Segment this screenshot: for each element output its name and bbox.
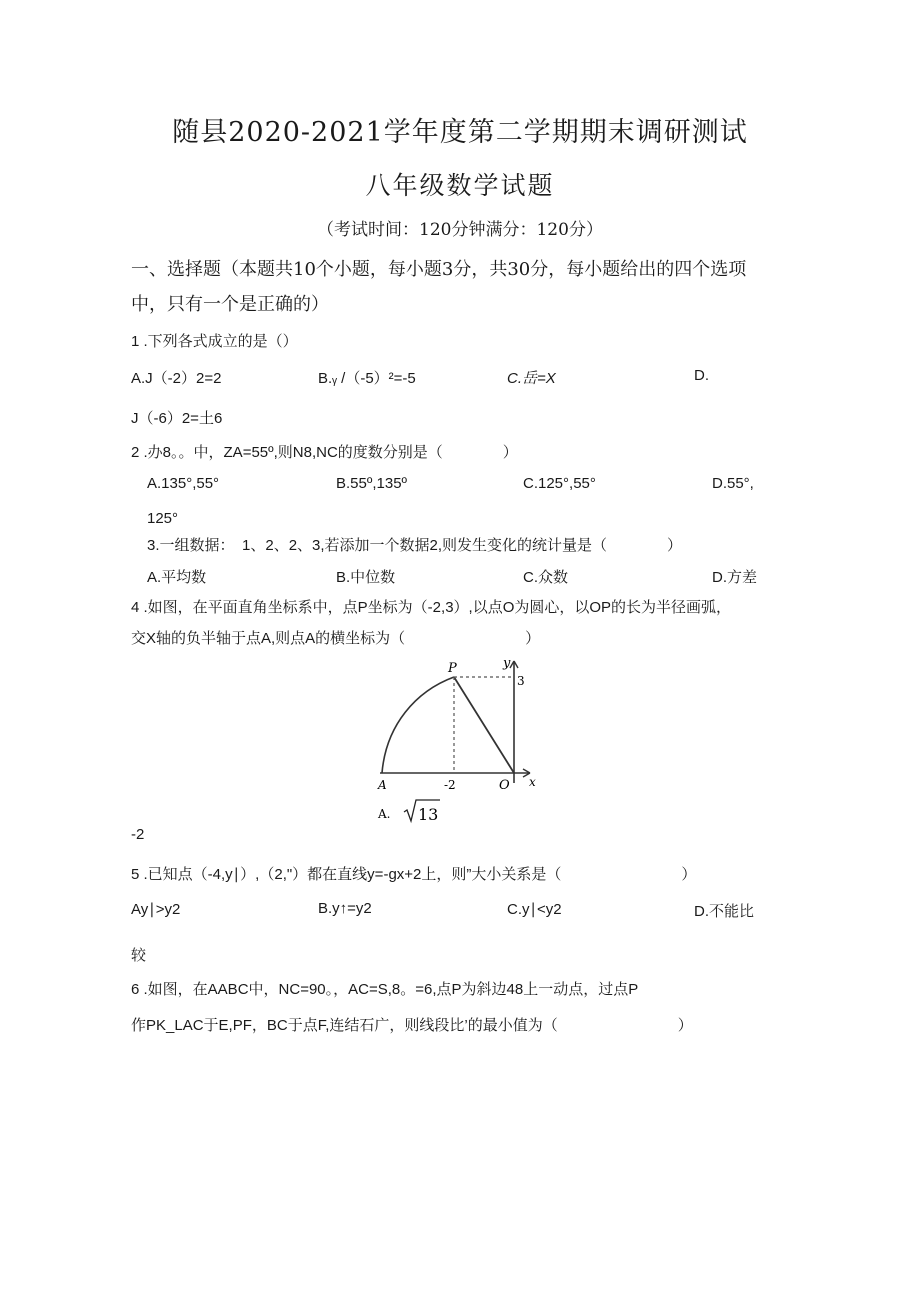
label-a: A [378,778,387,792]
question-2-stem: 2 .办8。。中，ZA=55º,则N8,NC的度数分别是（ ） [131,444,518,461]
question-1-option-d-continued: J（-6）2=土6 [131,410,223,427]
question-1-option-b: B.ᵧ /（-5）²=-5 [318,370,416,387]
segment-op [454,677,514,773]
option-a-letter: A. [378,807,391,821]
question-5-option-d-continued: 较 [131,947,147,964]
question-2-option-b: B.55º,135º [336,475,408,492]
question-1-option-d: D. [694,367,709,384]
option-a-value: 13 [418,805,439,824]
coordinate-figure-svg [372,655,544,830]
label-neg2: -2 [444,778,456,792]
label-p: P [448,661,457,676]
question-5-option-b: B.y↑=y2 [318,900,372,917]
question-3-option-b: B.中位数 [336,569,396,586]
label-o: O [499,778,510,793]
label-3: 3 [517,674,525,688]
exam-title: 随县2020-2021学年度第二学期期末调研测试 [172,117,748,148]
question-4-line1: 4 .如图，在平面直角坐标系中，点P坐标为（-2,3）,以点O为圆心，以OP的长为半径画弧， [131,599,732,616]
section-heading-line1: 一、选择题（本题共10个小题，每小题3分，共30分，每小题给出的四个选项 [131,259,747,280]
question-1-stem: 1 .下列各式成立的是（） [131,333,298,350]
question-2-option-d-continued: 125° [147,510,179,527]
question-3-option-c: C.众数 [523,569,569,586]
label-x: x [529,775,536,789]
question-2-option-d: D.55°, [712,475,754,492]
arc-ap [382,677,454,773]
exam-subtitle: 八年级数学试题 [365,171,555,200]
question-3-option-d: D.方差 [712,569,758,586]
question-6-line1: 6 .如图，在AABC中，NC=90。，AC=S,8。=6,点P为斜边48上一动点，过点P [131,981,639,998]
question-1-option-c: C.岳=X [507,370,556,387]
question-5-option-d: D.不能比 [694,903,755,920]
exam-info: （考试时间：120分钟满分：120分） [317,220,603,240]
section-heading-line2: 中，只有一个是正确的） [131,294,329,315]
coordinate-figure [372,655,544,830]
question-6-line2: 作PK_LAC于E,PF，BC于点F,连结石广，则线段比’的最小值为（ ） [131,1017,693,1034]
question-2-option-c: C.125°,55° [523,475,596,492]
question-5-option-c: C.y∣<y2 [507,901,562,918]
question-4-line2: 交X轴的负半轴于点A,则点A的横坐标为（ ） [131,630,541,647]
question-3-stem: 3.一组数据： 1、2、2、3,若添加一个数据2,则发生变化的统计量是（ ） [147,537,683,554]
label-y: y [503,656,511,671]
question-4-option-continued: -2 [131,826,145,843]
question-2-option-a: A.135°,55° [147,475,220,492]
question-3-option-a: A.平均数 [147,569,207,586]
question-5-option-a: Ay∣>y2 [131,901,181,918]
question-5-stem: 5 .已知点（-4,y∣）,（2,"）都在直线y=-gx+2上，则”大小关系是（ ） [131,866,697,883]
question-1-option-a: A.J（-2）2=2 [131,370,222,387]
